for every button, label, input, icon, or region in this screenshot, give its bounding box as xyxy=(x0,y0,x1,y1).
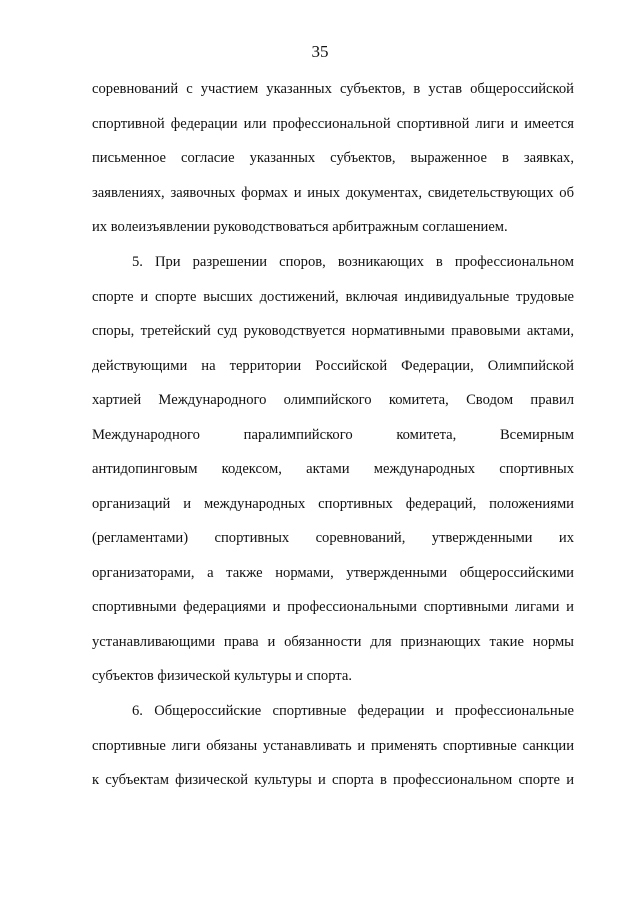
text-line: заявлениях, заявочных формах и иных документах, свидетельствующих об xyxy=(92,184,574,201)
text-line: споры, третейский суд руководствуется нормативными правовыми актами, xyxy=(92,323,574,339)
text-line: спортивные лиги обязаны устанавливать и применять спортивные санкции xyxy=(92,737,574,754)
text-line: спортивной федерации или профессиональной спортивной лиги и имеется xyxy=(92,115,574,132)
text-line: их волеизъявлении руководствоваться арбитражным соглашением. xyxy=(92,219,508,235)
text-line: 6. Общероссийские спортивные федерации и профессиональные xyxy=(132,703,574,719)
page-number: 35 xyxy=(311,42,329,61)
text-line: антидопинговым кодексом, актами международных спортивных xyxy=(92,461,574,477)
text-line: соревнований с участием указанных субъектов, в устав общероссийской xyxy=(92,81,574,97)
text-line: к субъектам физической культуры и спорта в профессиональном спорте и xyxy=(92,772,574,788)
text-line: организаторами, а также нормами, утвержденными общероссийскими xyxy=(92,564,574,581)
text-line: письменное согласие указанных субъектов, выраженное в заявках, xyxy=(92,150,574,166)
text-line: устанавливающими права и обязанности для признающих такие нормы xyxy=(92,633,574,650)
text-line: действующими на территории Российской Федерации, Олимпийской xyxy=(92,357,574,374)
text-line: 5. При разрешении споров, возникающих в профессиональном xyxy=(132,254,574,270)
text-line: (регламентами) спортивных соревнований, утвержденными их xyxy=(92,530,574,546)
paragraph-6 xyxy=(92,701,574,805)
paragraph-5 xyxy=(92,252,574,701)
text-line: хартией Международного олимпийского комитета, Сводом правил xyxy=(92,392,574,408)
text-line: субъектов физической культуры и спорта. xyxy=(92,668,352,684)
text-line: спорте и спорте высших достижений, включая индивидуальные трудовые xyxy=(92,288,574,305)
text-line: Международного паралимпийского комитета, Всемирным xyxy=(92,426,574,443)
text-line: спортивными федерациями и профессиональными спортивными лигами и xyxy=(92,599,574,615)
text-line: организаций и международных спортивных федераций, положениями xyxy=(92,495,574,512)
paragraph-1 xyxy=(92,79,574,252)
